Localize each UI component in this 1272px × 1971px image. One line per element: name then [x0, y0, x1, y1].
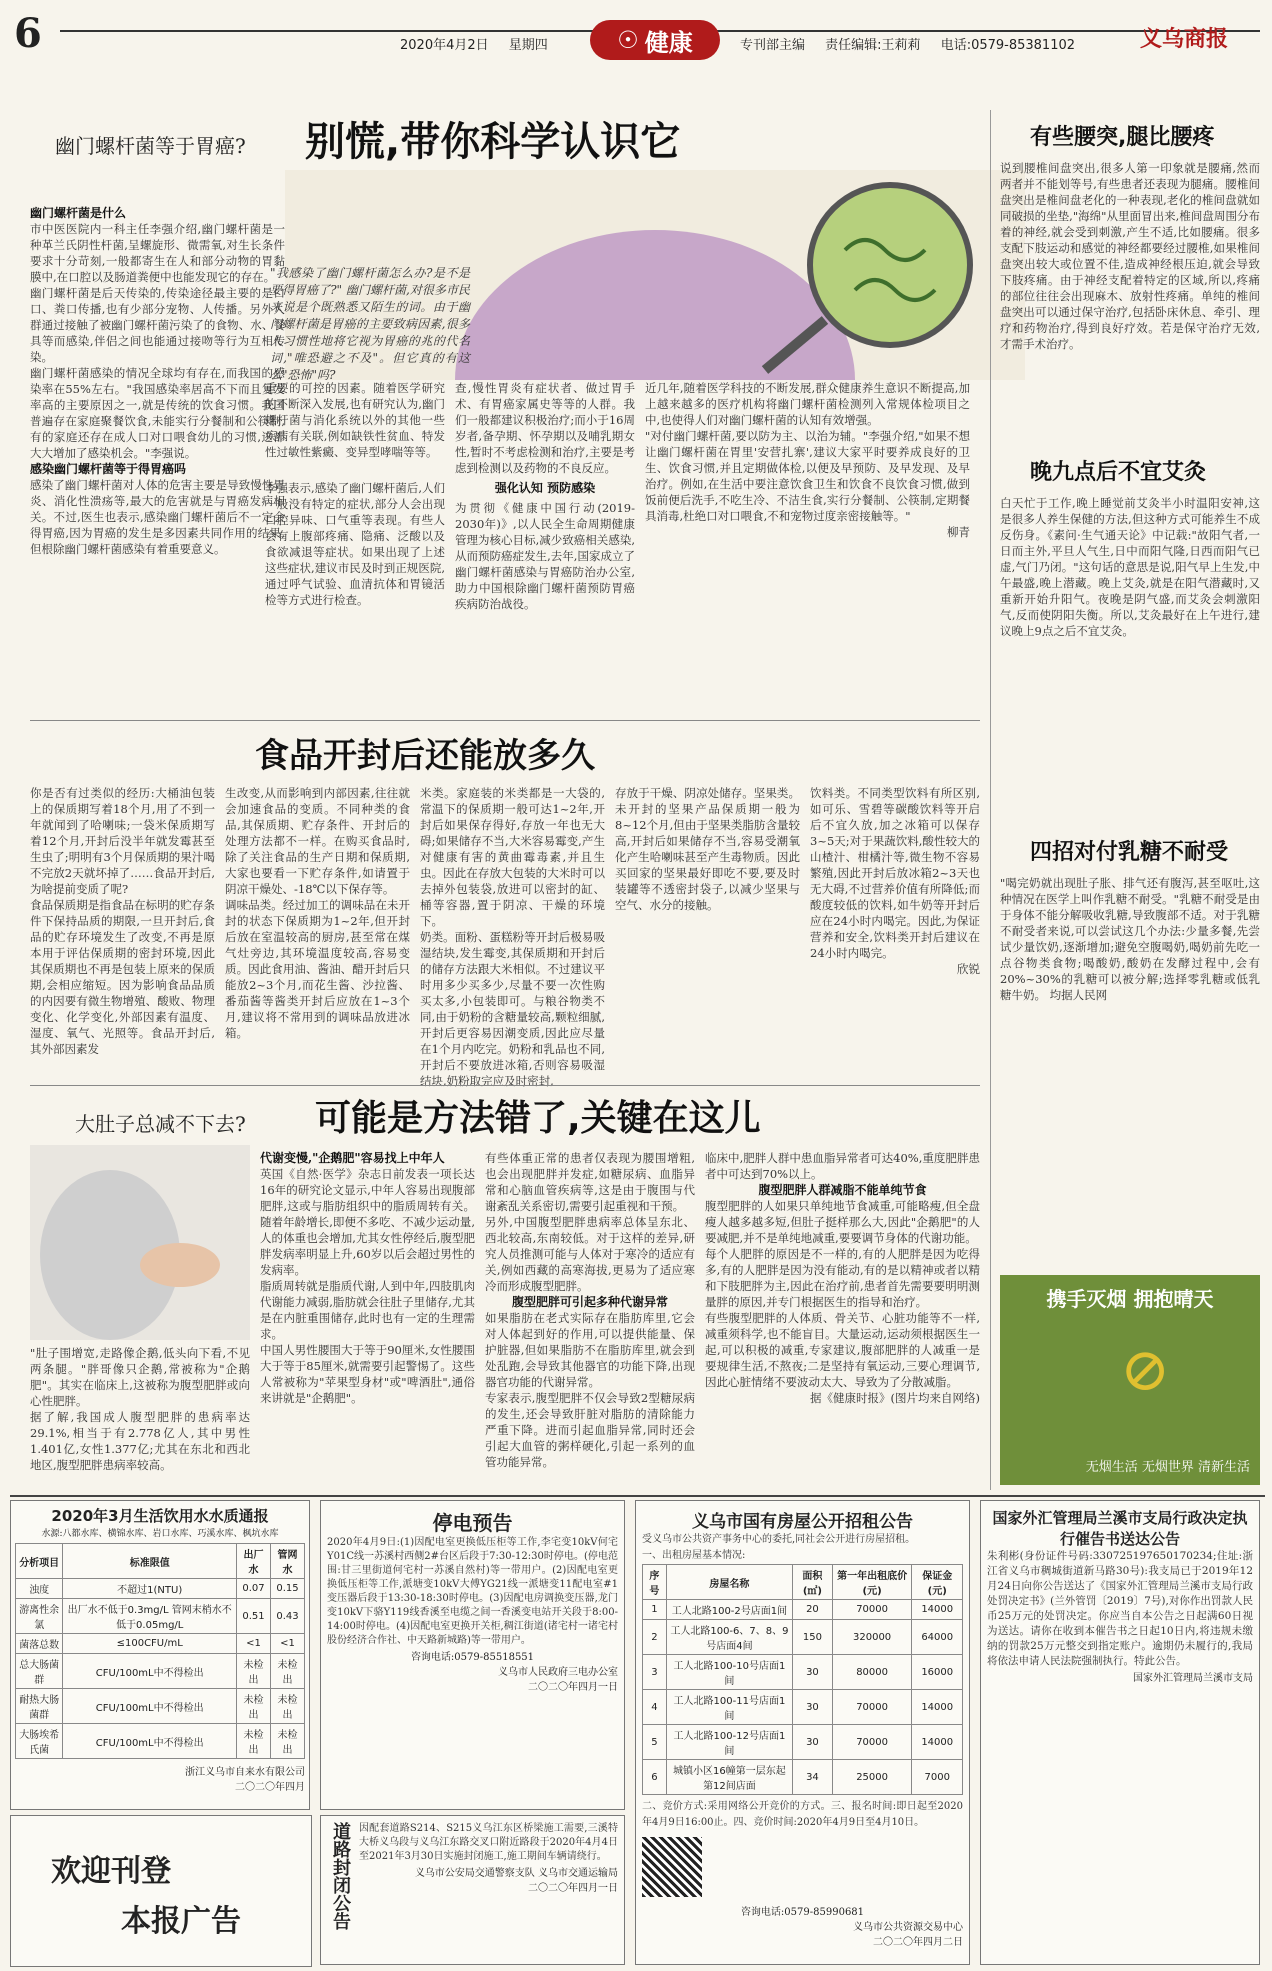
right-art1-text: 说到腰椎间盘突出,很多人第一印象就是腰痛,然而两者并不能划等号,有些患者还表现为腿痛。腰椎间盘突出是椎间盘老化的一种表现,老化的椎间盘就如同破损的坐垫,"海绵"从里面冒出来,椎间盘周围分布着的神经,就会受到刺激,产生不适,比如腰痛。很多支配下肢运动和感觉的神经都要经过腰椎,如果椎间盘突出较大或位置不佳,造成神经根压迫,就会导致下肢疼痛。由于神经支配着特定的区域,所以,疼痛的部位往往会出现麻木、放射性疼痛。单纯的椎间盘突出可以通过保守治疗,包括卧床休息、牵引、理疗和药物治疗,得到良好疗效。若是保守治疗无效,才需手术治疗。 — [1000, 161, 1260, 351]
housing-table-row — [643, 1760, 963, 1795]
housing-table-cell: 4 — [643, 1690, 667, 1725]
water-table-row — [16, 1654, 305, 1689]
water-table-row — [16, 1724, 305, 1759]
article3-p4: 脂质周转就是脂质代谢,人到中年,四肢肌肉代谢能力减弱,脂肪就会往肚子里储存,尤其是在内脏重围储存,此时也有一定的生理需求。 — [260, 1279, 475, 1341]
article3-col2 — [260, 1150, 475, 1406]
article3-p7: 另外,中国腹型肥胖患病率总体呈东北、西北较高,东南较低。对于这样的差异,研究人员推测可能与人体对于寒冷的适应有关,例如西藏的高寒海拔,更易为了适应寒冷而形成腹型肥胖。 — [485, 1215, 695, 1293]
water-table-cell: 总大肠菌群 — [16, 1654, 63, 1689]
article3-col1 — [30, 1345, 250, 1473]
housing-table-cell: 工人北路100-6、7、8、9号店面4间 — [666, 1620, 792, 1655]
editor-phone: 电话:0579-85381102 — [940, 38, 1076, 53]
article2-p4: 调味品类。经过加工的调味品在未开封的状态下保质期为1~2年,但开封后放在室温较高的厨房,甚至常在煤气灶旁边,其环境温度较高,容易变质。因此食用油、酱油、醋开封后只能放2~3个月,而花生酱、沙拉酱、番茄酱等酱类开封后应放在1~3个月,建议将不常用到的调味品放进冰箱。 — [225, 898, 410, 1040]
right-art2-title: 晚九点后不宜艾灸 — [1030, 460, 1207, 485]
housing-table-row — [643, 1620, 963, 1655]
right-column-divider — [990, 110, 991, 1490]
water-table-header-cell: 出厂水 — [237, 1544, 271, 1579]
section-icon: ☉ — [617, 26, 639, 54]
page-number: 6 — [14, 10, 42, 57]
article3-p2: 代谢变慢,"企鹅肥"容易找上中年人 — [260, 1151, 445, 1165]
housing-table-cell: 14000 — [912, 1725, 963, 1760]
housing-section: 一、出租房屋基本情况: — [642, 1550, 746, 1561]
housing-table-cell: 80000 — [832, 1655, 912, 1690]
water-table-cell: 大肠埃希氏菌 — [16, 1724, 63, 1759]
housing-table-cell: 7000 — [912, 1760, 963, 1795]
housing-table-cell: 6 — [643, 1760, 667, 1795]
housing-table-row — [643, 1600, 963, 1620]
water-table-cell: 未检出 — [237, 1724, 271, 1759]
newspaper-brand: 义乌商报 — [1140, 26, 1229, 52]
housing-table-cell: 5 — [643, 1725, 667, 1760]
housing-table-cell: 工人北路100-11号店面1间 — [666, 1690, 792, 1725]
article3-sub2: 腹型肥胖人群减脂不能单纯节食 — [758, 1183, 927, 1197]
water-table-cell: CFU/100mL中不得检出 — [63, 1654, 237, 1689]
housing-table-cell: 城镇小区16幢第一层东起第12间店面 — [666, 1760, 792, 1795]
housing-table-header-cell: 房屋名称 — [666, 1565, 792, 1600]
housing-table-cell: 14000 — [912, 1600, 963, 1620]
housing-contact: 咨询电话:0579-85990681 — [740, 1907, 865, 1918]
editor-info — [740, 34, 1091, 53]
article1-sub2: 感染幽门螺杆菌等于得胃癌吗 — [30, 462, 187, 476]
article3-p9: 专家表示,腹型肥胖不仅会导致2型糖尿病的发生,还会导致肝脏对脂肪的清除能力严重下降。进而引起血脂异常,同时还会引起大血管的粥样硬化,引起一系列的血管功能异常。 — [485, 1391, 695, 1469]
article1-p1: 市中医医院内一科主任李强介绍,幽门螺杆菌是一种革兰氏阴性杆菌,呈螺旋形、微需氧,对生长条件要求十分苛刻,一般都寄生在人和部分动物的胃黏膜中,在口腔以及肠道粪便中也能发现它的存在。 — [30, 222, 285, 284]
article3-p1: 据了解,我国成人腹型肥胖的患病率达29.1%,相当于有2.778亿人,其中男性1.401亿,女性1.377亿;尤其在东北和西北地区,腹型肥胖患病率较高。 — [30, 1410, 250, 1472]
article3-byline: 据《健康时报》(图片均来自网络) — [810, 1391, 980, 1405]
water-table-cell: CFU/100mL中不得检出 — [63, 1724, 237, 1759]
ad-title: 携手灭烟 拥抱晴天 — [1046, 1287, 1214, 1311]
housing-table-cell: 20 — [793, 1600, 833, 1620]
article2-title: 食品开封后还能放多久 — [255, 736, 595, 776]
article3-p10: 临床中,肥胖人群中患血脂异常者可达40%,重度肥胖患者中可达到70%以上。 — [705, 1151, 980, 1181]
water-table-cell: 浊度 — [16, 1579, 63, 1599]
ad-line2: 本报广告 — [121, 1904, 241, 1939]
power-outage-notice — [320, 1500, 625, 1810]
right-art3-text — [1000, 875, 1260, 1003]
water-table-cell: 耐热大肠菌群 — [16, 1689, 63, 1724]
antismoking-ad — [1000, 1275, 1260, 1485]
article1-p4: 感染了幽门螺杆菌对人体的危害主要是导致慢性胃炎、消化性溃疡等,最大的危害就是与胃癌发病相关。不过,医生也表示,感染幽门螺杆菌后不一定会得胃癌,因为胃癌的发生是多因素共同作用的结果,但根除幽门螺杆菌感染有着重要意义。 — [30, 478, 285, 556]
qr-code-icon — [642, 1837, 702, 1897]
water-table-cell: ≤100CFU/mL — [63, 1634, 237, 1654]
belly-photo — [30, 1145, 250, 1340]
article1-p9: 近几年,随着医学科技的不断发展,群众健康养生意识不断提高,加上越来越多的医疗机构将幽门螺杆菌检测列入常规体检项目之中,也使得人们对幽门螺杆菌的认知有效增强。 — [645, 381, 970, 427]
section-title: 健康 — [644, 28, 693, 57]
article2-p8: 饮料类。不同类型饮料有所区别,如可乐、雪碧等碳酸饮料等开启后不宜久放,加之冰箱可以保存3~5天;对于果蔬饮料,酸性较大的山楂汁、柑橘汁等,微生物不容易繁殖,因此开封后放冰箱2~3天也无大碍,不过营养价值有所降低;而酸度较低的饮料,如牛奶等开封后应在24小时内喝完。因此,为保证营养和安全,饮料类开封后建议在24小时内喝完。 — [810, 786, 980, 960]
article3-p8: 如果脂肪在老式实际存在脂肪库里,它会对人体起到好的作用,可以提供能量、保护脏器,但如果脂肪不在脂肪库里,就会到处乱跑,会导致其他器官的功能下降,出现器官功能的代谢异常。 — [485, 1311, 695, 1389]
housing-table-cell: 30 — [793, 1725, 833, 1760]
water-table-header — [16, 1544, 305, 1579]
water-table-cell: <1 — [271, 1634, 305, 1654]
water-table-cell: 未检出 — [237, 1654, 271, 1689]
housing-table-cell: 1 — [643, 1600, 667, 1620]
power-contact: 咨询电话:0579-85518551 — [410, 1652, 535, 1663]
water-issuer: 浙江义乌市自来水有限公司 — [185, 1767, 305, 1778]
article1-col4 — [645, 380, 970, 540]
article2-col4 — [615, 785, 800, 913]
water-table-cell: 0.51 — [237, 1599, 271, 1634]
road-date: 二〇二〇年四月一日 — [528, 1883, 618, 1894]
right-art3-title: 四招对付乳糖不耐受 — [1030, 840, 1229, 865]
housing-table-cell: 70000 — [832, 1725, 912, 1760]
housing-table-cell: 工人北路100-10号店面1间 — [666, 1655, 792, 1690]
water-table-cell: 0.15 — [271, 1579, 305, 1599]
divider — [30, 1085, 980, 1086]
power-issuer: 义乌市人民政府三电办公室 — [498, 1667, 618, 1678]
belly-photo-illustration — [30, 1145, 250, 1340]
water-table-cell: CFU/100mL中不得检出 — [63, 1689, 237, 1724]
article2-col1 — [30, 785, 215, 1057]
right-art3-byline: 均据人民网 — [1049, 988, 1108, 1002]
housing-table-cell: 70000 — [832, 1600, 912, 1620]
article3-col4 — [705, 1150, 980, 1406]
power-title: 停电预告 — [432, 1511, 513, 1535]
housing-table-row — [643, 1655, 963, 1690]
housing-table-cell: 34 — [793, 1760, 833, 1795]
water-table-row — [16, 1599, 305, 1634]
water-table-cell: 未检出 — [237, 1689, 271, 1724]
water-table-header-cell: 管网水 — [271, 1544, 305, 1579]
housing-table-cell: 70000 — [832, 1690, 912, 1725]
power-date: 二〇二〇年四月一日 — [528, 1682, 618, 1693]
housing-table-cell: 150 — [793, 1620, 833, 1655]
right-art3-body: "喝完奶就出现肚子胀、排气还有腹泻,甚至呕吐,这种情况在医学上叫作乳糖不耐受。"乳糖不耐受是由于身体不能分解吸收乳糖,导致腹部不适。对于乳糖不耐受者来说,可以尝试这几个办法:少量多餐,先尝试少量饮奶,逐渐增加;避免空腹喝奶,喝奶前先吃一点谷物类食物;喝酸奶,酸奶在发酵过程中,会有20%~30%的乳糖可以被分解;选择零乳糖或低乳糖牛奶。 — [1000, 876, 1260, 1002]
water-table-cell: 菌落总数 — [16, 1634, 63, 1654]
housing-table-cell: 2 — [643, 1620, 667, 1655]
article1-title: 别慌,带你科学认识它 — [305, 119, 681, 165]
article2-p2: 食品保质期是指食品在标明的贮存条件下保持品质的期限,一旦开封后,食品的贮存环境发生了改变,不再是原本用于评估保质期的密封环境,因此其保质期也不再是包装上原来的保质期,会相应缩短。因为影响食品品质的内因要有微生物增殖、酸败、物理变化、化学变化,外部因素有温度、湿度、氧气、光照等。食品开封后,其外部因素发 — [30, 898, 215, 1056]
housing-table-cell: 14000 — [912, 1690, 963, 1725]
article3-kicker: 大肚子总减不下去? — [75, 1112, 246, 1136]
water-table — [15, 1543, 305, 1759]
water-table-header-cell: 标准限值 — [63, 1544, 237, 1579]
housing-table-header — [643, 1565, 963, 1600]
housing-table-cell: 64000 — [912, 1620, 963, 1655]
water-table-row — [16, 1634, 305, 1654]
header-meta — [400, 34, 564, 53]
water-table-cell: 未检出 — [271, 1689, 305, 1724]
housing-table-cell: 工人北路100-2号店面1间 — [666, 1600, 792, 1620]
water-table-cell: 未检出 — [271, 1724, 305, 1759]
tax-issuer: 国家外汇管理局兰溪市支局 — [1133, 1673, 1253, 1684]
housing-note: 二、竞价方式:采用网络公开竞价的方式。三、报名时间:即日起至2020年4月9日16:00止。四、竞价时间:2020年4月9日至4月10日。 — [642, 1801, 963, 1828]
water-table-cell: 不超过1(NTU) — [63, 1579, 237, 1599]
article1-p7: 查,慢性胃炎有症状者、做过胃手术、有胃癌家属史等等的人群。我们一般都建议积极治疗;而小于16周岁者,备孕期、怀孕期以及哺乳期女性,暂时不考虑检测和治疗,主要是考虑到检测以及药物的不良反应。 — [455, 381, 635, 475]
water-table-body — [16, 1579, 305, 1759]
article2-p6: 奶类。面粉、蛋糕粉等开封后极易吸湿结块,发生霉变,其保质期和开封后的储存方法跟大米相似。不过建议平时用多少买多少,尽量不要一次性购买太多,小包装即可。与粮谷物类不同,由于奶粉的含糖量较高,颗粒细腻,开封后更容易因潮变质,因此应尽量在1个月内吃完。奶粉和乳品也不同,开封后不要放进冰箱,否则容易吸湿结块,奶粉取完应及时密封, — [420, 930, 605, 1088]
section-badge — [590, 20, 720, 60]
housing-table-cell: 16000 — [912, 1655, 963, 1690]
road-issuer: 义乌市公安局交通警察支队 义乌市交通运输局 — [414, 1868, 618, 1879]
article3-col3 — [485, 1150, 695, 1470]
water-table-cell: 出厂水不低于0.3mg/L 管网末梢水不低于0.05mg/L — [63, 1599, 237, 1634]
header-weekday: 星期四 — [508, 38, 548, 53]
road-closure-notice — [320, 1815, 625, 1965]
housing-table-header-cell: 序号 — [643, 1565, 667, 1600]
water-table-row — [16, 1579, 305, 1599]
no-smoking-icon: ⊘ — [1120, 1335, 1171, 1405]
housing-rental-notice — [635, 1500, 970, 1965]
housing-table-cell: 30 — [793, 1690, 833, 1725]
water-quality-notice — [10, 1500, 310, 1810]
housing-table-cell: 320000 — [832, 1620, 912, 1655]
ad-slogan: 无烟生活 无烟世界 清新生活 — [1085, 1460, 1250, 1475]
water-table-cell: 游离性余氯 — [16, 1599, 63, 1634]
water-table-cell: 0.43 — [271, 1599, 305, 1634]
article1-col3 — [455, 380, 635, 612]
header-date: 2020年4月2日 — [400, 38, 489, 53]
article1-kicker: 幽门螺杆菌等于胃癌? — [55, 134, 246, 158]
article1-p5: 重要的可控的因素。随着医学研究的不断深入发展,也有研究认为,幽门螺杆菌与消化系统以外的其他一些疾病有关联,例如缺铁性贫血、特发性过敏性紫癜、变异型哮喘等等。 — [265, 381, 445, 459]
housing-table-header-cell: 面积(㎡) — [793, 1565, 833, 1600]
tax-text: 朱利彬(身份证件号码:330725197650170234;住址:浙江省义乌市稠城街道新马路30号):我支局已于2019年12月24日向你公告送达了《国家外汇管理局兰溪市支局行政处罚决定书》(兰外管罚〔2019〕7号),对你作出罚款人民币25万元的处罚决定。你应当自本公告之日起满60日视为送达。请你在收到本催告书之日起10日内,将违规未缴纳的罚款25万元整交到指定账户。逾期仍未履行的,我局将依法申请人民法院强制执行。特此公告。 — [987, 1550, 1253, 1667]
housing-table-row — [643, 1725, 963, 1760]
article2-col2 — [225, 785, 410, 1041]
housing-table-cell: 30 — [793, 1655, 833, 1690]
article3-sub: 腹型肥胖可引起多种代谢异常 — [511, 1295, 668, 1309]
water-subtitle: 水源:八都水库、横锦水库、岩口水库、巧溪水库、枫坑水库 — [41, 1529, 279, 1539]
advertise-here-box — [10, 1815, 312, 1967]
housing-table-cell: 3 — [643, 1655, 667, 1690]
responsible-editor: 责任编辑:王莉莉 — [825, 38, 921, 53]
article2-p3: 生改变,从而影响到内部因素,往往就会加速食品的变质。不同种类的食品,其保质期、贮存条件、开封后的处理方法都不一样。在购买食品时,除了关注食品的生产日期和保质期,大家也要看一下贮存条件,如请置于阴凉干燥处、-18℃以下保存等。 — [225, 786, 410, 896]
article3-p3: 英国《自然·医学》杂志日前发表一项长达16年的研究论文显示,中年人容易出现腹部肥胖,这或与脂肪组织中的脂质周转有关。随着年龄增长,即便不多吃、不减少运动量,人的体重也会增加,尤其女性停经后,腹型肥胖发病率明显上升,60岁以后会超过男性的发病率。 — [260, 1167, 475, 1277]
article3-p6: 有些体重正常的患者仅表现为腰围增粗,也会出现肥胖并发症,如糖尿病、血脂异常和心脑血管疾病等,这是由于腹围与代谢紊乱关系密切,需要引起重视和干预。 — [485, 1151, 695, 1213]
water-table-cell: <1 — [237, 1634, 271, 1654]
article2-p1: 你是否有过类似的经历:大桶油包装上的保质期写着18个月,用了不到一年就闻到了哈喇味;一袋米保质期写着12个月,开封后没半年就发霉甚至生虫了;明明有3个月保质期的果汁喝不完放2天就坏掉了……食品开封后,为啥提前变质了呢? — [30, 786, 215, 896]
housing-intro: 受义乌市公共资产事务中心的委托,同社会公开进行房屋招租。 — [642, 1534, 916, 1545]
water-table-row — [16, 1689, 305, 1724]
housing-table-cell: 工人北路100-12号店面1间 — [666, 1725, 792, 1760]
article1-p8: 为贯彻《健康中国行动(2019-2030年)》,以人民全生命周期健康管理为核心目标,减少致癌相关感染,从而预防癌症发生,去年,国家成立了幽门螺杆菌感染与胃癌防治办公室,助力中国根除幽门螺杆菌预防胃癌疾病防治战役。 — [455, 501, 635, 611]
article1-p3: 幽门螺杆菌感染的情况全球均有存在,而我国的感染率在55%左右。"我国感染率居高不下而且复发率高的主要原因之一,就是传统的饮食习惯。我国普遍存在家庭聚餐饮食,未能实行分餐制和公筷制,有的家庭还存在成人口对口喂食幼儿的习惯,这都大大增加了感染机会。"李强说。 — [30, 366, 285, 460]
article2-p7: 存放于干燥、阴凉处储存。坚果类。未开封的坚果产品保质期一般为8~12个月,但由于坚果类脂肪含量较高,开封后如果储存不当,容易受潮氧化产生哈喇味甚至产生毒物质。因此买回家的坚果最好即吃不要,要及时装罐等不透密封袋子,以减少坚果与空气、水分的接触。 — [615, 786, 800, 912]
article3-caption: "肚子围增宽,走路像企鹅,低头向下看,不见两条腿。"胖哥像只企鹅,常被称为"企鹅肥"。其实在临床上,这被称为腹型肥胖或向心性肥胖。 — [30, 1346, 250, 1408]
article1-byline: 柳青 — [947, 525, 970, 539]
road-title: 道路封闭公告 — [330, 1822, 351, 1930]
article2-p5: 米类。家庭装的米类都是一大袋的,常温下的保质期一般可达1~2年,开封后如果保存得好,存放一年也无大碍;如果储存不当,大米容易霉变,产生对健康有害的黄曲霉毒素,并且生虫。因此在存放大包装的大米时可以去掉外包装袋,放进可以密封的缸、桶等容器,置于阴凉、干燥的环境下。 — [420, 786, 605, 928]
housing-table — [642, 1564, 963, 1795]
article1-col1 — [30, 205, 285, 557]
road-text: 因配套道路S214、S215义乌江东区桥梁施工需要,三溪特大桥义乌段与义乌江东路交叉口附近路段于2020年4月4日至2021年3月30日实施封闭施工,施工期间车辆请绕行。 — [359, 1823, 618, 1862]
article2-byline: 欣锐 — [957, 962, 980, 976]
article1-quote: "我感染了幽门螺杆菌怎么办?是不是要得胃癌了?" 幽门螺杆菌,对很多市民来说是个既熟悉又陌生的词。由于幽门螺杆菌是胃癌的主要致病因素,很多人习惯性地将它视为胃癌的兆的代名词,"唯恐避之不及"。但它真的有这么"恐怖"吗? — [270, 266, 470, 382]
article2-col3 — [420, 785, 605, 1089]
article1-sub1: 幽门螺杆菌是什么 — [30, 206, 127, 220]
article2-col5 — [810, 785, 980, 977]
article3-p12: 每个人肥胖的原因是不一样的,有的人肥胖是因为吃得多,有的人肥胖是因为没有能动,有的是以精神或者以精和下肢肥胖为主,因此在治疗前,患者首先需要要明明测量胖的原因,并专门根据医生的指导和治疗。 — [705, 1247, 980, 1309]
housing-table-header-cell: 第一年出租底价(元) — [832, 1565, 912, 1600]
article1-p2: 幽门螺杆菌是后天传染的,传染途径最主要的是口口、粪口传播,也有少部分宠物、人传播。另外人群通过接触了被幽门螺杆菌污染了的食物、水、餐具等而感染,伴侣之间也能通过接吻等行为互相传染。 — [30, 286, 285, 364]
article1-p6: 李强表示,感染了幽门螺杆菌后,人们一般没有特定的症状,部分人会出现口腔异味、口气重等表现。有些人会有上腹部疼痛、隐痛、泛酸以及食欲减退等症状。如果出现了上述这些症状,建议市民及时到正规医院,通过呼气试验、血清抗体和胃镜活检等方式进行检查。 — [265, 481, 445, 607]
housing-table-body — [643, 1600, 963, 1795]
article3-p5: 中国人男性腰围大于等于90厘米,女性腰围大于等于85厘米,就需要引起警惕了。这些人常被称为"苹果型身材"或"啤酒肚",通俗来讲就是"企鹅肥"。 — [260, 1343, 475, 1405]
water-table-cell: 0.07 — [237, 1579, 271, 1599]
housing-table-header-cell: 保证金(元) — [912, 1565, 963, 1600]
article1-p10: "对付幽门螺杆菌,要以防为主、以治为辅。"李强介绍,"如果不想让幽门螺杆菌在胃里'安营扎寨',建议大家平时要养成良好的卫生、饮食习惯,并且定期做体检,以便及早预防、及早发现、及早治疗。例如,在生活中要注意饮食卫生和饮食不良饮食习惯,做到饭前便后洗手,不吃生冷、不洁生食,实行分餐制、公筷制,定期餐具消毒,杜绝口对口喂食,不和宠物过度亲密接触等。" — [645, 429, 970, 523]
housing-table-cell: 25000 — [832, 1760, 912, 1795]
right-art1-title: 有些腰突,腿比腰疼 — [1030, 125, 1215, 150]
housing-issuer: 义乌市公共资源交易中心 — [853, 1922, 963, 1933]
article3-p13: 有些腹型肥胖的人体质、骨关节、心脏功能等不一样,减重须科学,也不能盲目。大量运动,运动须根据医生一起,可以积极的减重,专家建议,腹部肥胖的人减重一是要规律生活,不熬夜;二是坚持有氧运动,三要心理调节,因此心脏情绪不要波动太大、导致为了分散减脂。 — [705, 1311, 980, 1389]
article1-sub3: 强化认知 预防感染 — [494, 481, 596, 495]
housing-table-row — [643, 1690, 963, 1725]
article3-title: 可能是方法错了,关键在这儿 — [315, 1098, 761, 1139]
water-title: 2020年3月生活饮用水水质通报 — [51, 1507, 269, 1525]
housing-date: 二〇二〇年四月二日 — [873, 1937, 963, 1948]
forex-enforcement-notice — [980, 1500, 1260, 1965]
water-table-cell: 未检出 — [271, 1654, 305, 1689]
housing-title: 义乌市国有房屋公开招租公告 — [692, 1512, 913, 1532]
right-art2-text: 白天忙于工作,晚上睡觉前艾灸半小时温阳安神,这是很多人养生保健的方法,但这种方式可能养生不成反伤身。《素问·生气通天论》中记载:"故阳气者,一日而主外,平旦人气生,日中而阳气隆,日西而阳气已虚,气门乃闭。"这句话的意思是说,阳气早上生发,中午最盛,晚上潜藏。晚上艾灸,就是在阳气潜藏时,又重新开始升阳气。夜晚是阴气盛,而艾灸会刺激阳气,反而使阴阳失衡。所以,艾灸最好在上午进行,建议晚上9点之后不宜艾灸。 — [1000, 496, 1260, 638]
article3-p11: 腹型肥胖的人如果只单纯地节食减重,可能略瘦,但全盘瘦人越多越多短,但肚子挺样那么大,因此"企鹅肥"的人要减肥,并不是单纯地减重,要要调节身体的代谢功能。 — [705, 1199, 980, 1245]
water-table-header-cell: 分析项目 — [16, 1544, 63, 1579]
power-text: 2020年4月9日:(1)因配电室更换低压柜等工作,李宅变10kV何宅Y01C线一苏溪村西侧2#台区后段于7:30-12:30时停电。(停电范围:甘三里街道何宅村一苏溪自然村)等一带用户。(2)因配电室更换低压柜等工作,派塘变10kV大傅YG21线一派塘变11配电室#1变压器后段于13:30-18:30时停电。(3)因配电房调换变压器,龙门变10kV下骆Y119线香溪至电缆之间一香溪变电站开关段于8:00-14:00时停电。(4)因配电室更换开关柜,稠江街道(诸宅村一诸宅村股份经济合作社、中天路新城路)等一带用户。 — [327, 1537, 618, 1646]
water-date: 二〇二〇年四月 — [235, 1782, 305, 1793]
divider — [30, 720, 980, 721]
tax-title: 国家外汇管理局兰溪市支局行政决定执行催告书送达公告 — [992, 1509, 1248, 1548]
editor-line: 专刊部主编 — [740, 38, 806, 53]
divider — [10, 1495, 1265, 1497]
ad-line1: 欢迎刊登 — [51, 1854, 171, 1889]
